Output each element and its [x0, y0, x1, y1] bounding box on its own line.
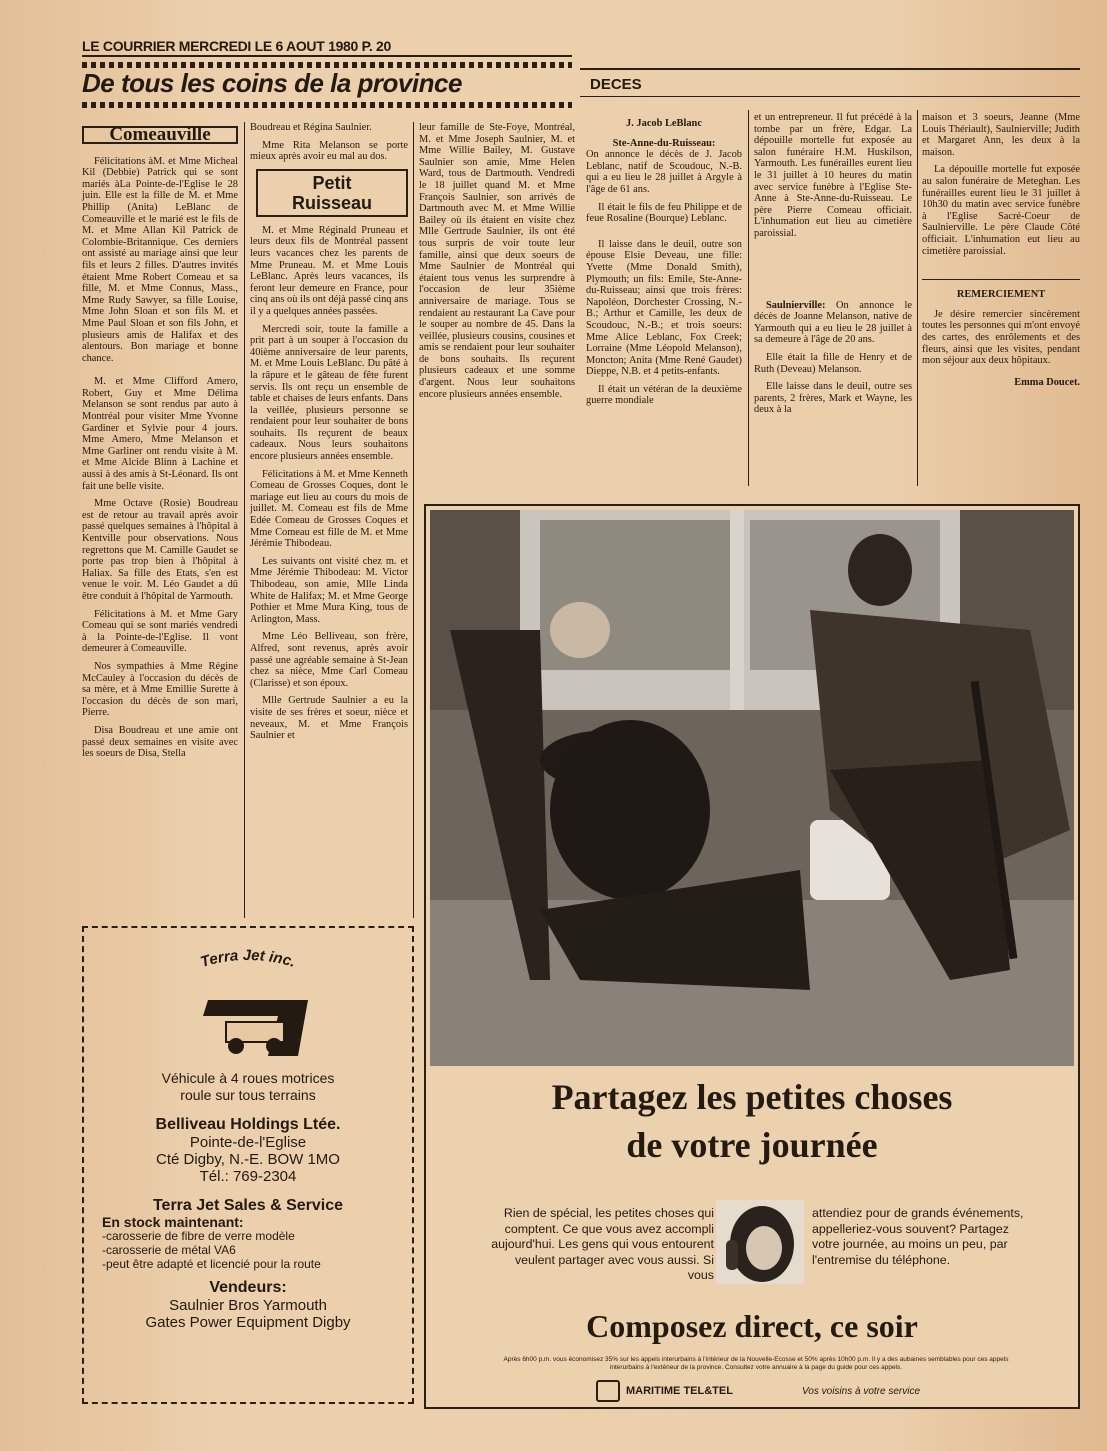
- section-title: De tous les coins de la province: [82, 68, 462, 98]
- remerciement-heading: REMERCIEMENT: [956, 289, 1046, 301]
- maritime-tel-logo: [596, 1380, 733, 1402]
- petit-ruisseau-paragraph: Mercredi soir, toute la famille a prit part à un souper à l'occasion du 40ième anniversaire de leur parents, M. et Mme Louis LeBlanc. Du pâté à la râpure et le gâteau de fête furent servis. Ils ont reçu un ensemble de table et chaises de leurs enfants. Dans la veillée, plusieurs personne se rendaient pour leur souhaiter de bons souhaits. Ils reçurent de beaux cadeaux. Nous leurs souhaitons encore plusieurs années ensemble.: [250, 323, 408, 463]
- terra-stock-item: -carosserie de fibre de verre modèle: [102, 1229, 295, 1243]
- obituary-paragraph: On annonce le décès de J. Jacob Leblanc, natif de Scoudouc, N.-B. qui a eu lieu le 28 juillet à Argyle à l'âge de 61 ans.: [586, 149, 742, 195]
- comeauville-heading: Comeauville: [82, 126, 238, 144]
- col2-paragraph: Boudreau et Régina Saulnier.: [250, 122, 372, 133]
- comeauville-paragraph: Nos sympathies à Mme Régine McCauley à l'occasion du décès de sa mère, et à Mme Emillie Surette à l'occasion du décès de son mari, Pierre.: [82, 660, 238, 719]
- obituary-paragraph: On annonce le décès de Joanne Melanson, native de Yarmouth qui a eu lieu le 28 juillet à sa demeure à l'âge de 20 ans.: [754, 299, 912, 346]
- maritime-tel-logo-text: MARITIME TEL&TEL: [626, 1385, 733, 1397]
- column-comeauville: [82, 126, 238, 760]
- comeauville-paragraph: Disa Boudreau et une amie ont passé deux semaines en visite avec les soeurs de Disa, Stella: [82, 724, 238, 760]
- terra-company: Belliveau Holdings Ltée.: [155, 1116, 341, 1133]
- ad-fine-print: Après 6h00 p.m. vous économisez 35% sur les appels interurbains à l'intérieur de la Nouvelle-Ecosse et 50% après 10h00 p.m. Il y a des aubaines semblables pour ces appels interurbains à l'extérieur de la province. Consultez votre annuaire à la page du guide pour ces appels.: [503, 1356, 1009, 1371]
- obituary-place: Saulnierville:: [766, 299, 826, 311]
- petit-ruisseau-paragraph: Félicitations à M. et Mme Kenneth Comeau de Grosses Coques, dont le mariage eut lieu au cours du mois de juillet. M. Comeau est fils de Mme Edée Comeau de Grosses Coques et Mme Comeau est fille de M. et Mme Jérémie Thibodeau.: [250, 468, 408, 550]
- obituary-paragraph: Il était le fils de feu Philippe et de feue Rosaline (Bourque) Leblanc.: [586, 201, 742, 225]
- terra-tagline: roule sur tous terrains: [180, 1087, 316, 1103]
- terra-dealers-heading: Vendeurs:: [209, 1279, 287, 1296]
- obituary-leblanc: [586, 118, 742, 407]
- terra-tagline: Véhicule à 4 roues motrices: [161, 1070, 335, 1086]
- petit-ruisseau-paragraph: Les suivants ont visité chez m. et Mme Jérémie Thibodeau: M. Victor Thibodeau, son amie, Mlle Linda White de Halifax; M. et Mme George Pothier et Mme Mura King, tous de Arlington, Mass.: [250, 555, 408, 625]
- obituary-paragraph: Il laisse dans le deuil, outre son épouse Elsie Deveau, une fille: Yvette (Mme Donald Smith), Plymouth; un fils: Emile, Ste-Anne-du-Ruisseau; ainsi que trois frères: Napoléon, Dorchester Crossing, N.-B.; Arthur et Camille, les deux de Scoudouc, N.-B.; et trois soeurs: Mme Alice Leblanc, Fox Creek; Lorraine (Mme Léopold Melanson), Moncton; Anita (Mme René Gaudet) Dieppe, N.B. et 4 petits-enfants.: [586, 238, 742, 378]
- obituary-paragraph: Il était un vétéran de la deuxième guerre mondiale: [586, 383, 742, 407]
- obituary-paragraph: Elle laisse dans le deuil, outre ses parents, 2 frères, Mark et Wayne, les deux à la: [754, 381, 912, 416]
- deces-rule-bottom: [580, 96, 1080, 97]
- ad-photo-scene: [430, 510, 1074, 1066]
- petit-ruisseau-paragraph: M. et Mme Réginald Pruneau et leurs deux fils de Montréal passent leurs vacances chez les parents de Mme Pruneau. M. et Mme Louis LeBlanc. Après leurs vacances, ils feront leur demeure en France, pour cinq ans où ils ont déjà passé cinq ans il y a quelques années passées.: [250, 224, 408, 317]
- running-head: LE COURRIER MERCREDI LE 6 AOUT 1980 P. 20: [82, 38, 392, 54]
- ad-headline: Partagez les petites choses: [551, 1077, 953, 1117]
- ad-call-to-action: Composez direct, ce soir: [586, 1308, 918, 1344]
- maritime-tel-ad: [424, 504, 1080, 1409]
- terra-dealer: Saulnier Bros Yarmouth: [169, 1297, 327, 1314]
- comeauville-paragraph: Félicitations à M. et Mme Gary Comeau qui se sont mariés vendredi à la Pointe-de-l'Eglise. Il vont demeurer à Comeauville.: [82, 608, 238, 655]
- terra-phone: Tél.: 769-2304: [199, 1168, 297, 1185]
- comeauville-paragraph: Félicitations àM. et Mme Micheal Kil (Debbie) Patrick qui se sont mariés àLa Pointe-de-l'Eglise le 28 juin. Elle est la fille de M. et Mme Phillip (Anita) LeBlanc de Comeauville et le marié est le fils de M. et Mme Allan Kil Patrick de Colombie-Britannique. Ces derniers ont assisté au mariage ainsi que leur fils et leurs 2 filles. D'autres invités étaient Mme Robert Comeau et sa fille, M. et Mme Connus, Mass., Mme Rudy Sawyer, sa fille Louise, Mme John Sloan et son fils M. et Mme Paul Sloan et son fils John, et plusieurs amis de Halifax et des alentours. Bon mariage et bonne chance.: [82, 155, 238, 364]
- comeauville-paragraph: M. et Mme Clifford Amero, Robert, Guy et Mme Délima Melanson se sont rendus par auto à Montréal pour visiter Mme Yvonne Gardiner et Sylvie pour 4 jours. Mme Amero, Mme Melanson et Mme Garliner ont rendu visite à M. et Mme Alcide Blinn à Lachine et aussi à des amis à St-Léonard. Ils ont fait une belle visite.: [82, 376, 238, 492]
- col6-paragraph: maison et 3 soeurs, Jeanne (Mme Louis Thériault), Saulnierville; Judith et Margaret Ann, les deux à la maison.: [922, 112, 1080, 158]
- petit-ruisseau-heading: [256, 169, 408, 217]
- terra-jet-logo-graphic: [98, 938, 398, 1064]
- petit-ruisseau-heading-line: Petit: [312, 172, 352, 193]
- col5-paragraph: et un entrepreneur. Il fut précédé à la tombe par un frère, Edgar. La dépouille mortelle fut exposée au salon funéraire H.M. Huskilson, Yarmouth. Les funérailles eurent lieu le 31 juillet à 10 heures du matin avec service funèbre à l'Eglise Ste-Anne à Ste-Anne-du-Ruisseau. Le père Pierre Comeau officiait. L'inhumation eut lieu au cimetière paroissial.: [754, 112, 912, 239]
- petit-ruisseau-paragraph: Mme Léo Belliveau, son frère, Alfred, sont revenus, après avoir passé une agréable semaine à St-Jean chez sa nièce, Mme Carl Comeau (Clarisse) et son époux.: [250, 631, 408, 689]
- col6-paragraph: La dépouille mortelle fut exposée au salon funéraire de Meteghan. Les funérailles eurent lieu le 31 juillet à 10h30 du matin avec service funèbre à l'Eglise Sacré-Coeur de Saulnierville. Le père Claude Côté officiait. L'inhumation eut lieu au cimetière paroissial.: [922, 164, 1080, 257]
- remerciement-block: [922, 279, 1080, 388]
- svg-text:Terra Jet inc.: [198, 947, 297, 971]
- petit-ruisseau-paragraph: Mlle Gertrude Saulnier a eu la visite de ses frères et soeur, nièce et neveaux, M. et Mme François Saulnier et: [250, 695, 408, 742]
- ad-slogan: Vos voisins à votre service: [802, 1386, 921, 1397]
- terra-address: Cté Digby, N.-E. BOW 1MO: [156, 1151, 340, 1168]
- column-petit-ruisseau: [250, 122, 408, 742]
- col2-paragraph: Mme Rita Melanson se porte mieux après avoir eu mal au dos.: [250, 139, 408, 163]
- deces-rule-top: [580, 68, 1080, 70]
- obituary-name: J. Jacob LeBlanc: [626, 118, 702, 129]
- terra-stock-item: -peut être adapté et licencié pour la route: [102, 1257, 321, 1271]
- petit-ruisseau-heading-line: Ruisseau: [291, 192, 373, 213]
- ad-headline: de votre journée: [626, 1125, 878, 1165]
- deces-title: DECES: [590, 76, 642, 93]
- column-6: [922, 112, 1080, 388]
- terra-jet-logo-arc: Terra Jet inc.: [198, 946, 298, 971]
- comeauville-paragraph: Mme Octave (Rosie) Boudreau est de retour au travail après avoir passé quelques semaines à l'hôpital à Kentville pour observations. Nous regrettons que M. Camille Gaudet se porte pas trop bien à l'hôpital à Haliax. Sa fille des Etats, s'en est venue le voir. M. Léo Gaudet a dû être conduit à l'hôpital de Yarmouth.: [82, 498, 238, 602]
- maritime-tel-logo-icon: [596, 1380, 620, 1402]
- ad-body-right: attendiez pour de grands événements, appelleriez-vous souvent? Partagez votre journée, au moins un peu, par l'entremise du téléphone.: [812, 1206, 1024, 1267]
- obituary-place: Ste-Anne-du-Ruisseau:: [612, 137, 716, 149]
- terra-stock-heading: En stock maintenant:: [102, 1214, 244, 1230]
- terra-dealer: Gates Power Equipment Digby: [145, 1314, 351, 1331]
- column-rule: [413, 122, 414, 918]
- obituary-paragraph: Elle était la fille de Henry et de Ruth (Deveau) Melanson.: [754, 351, 912, 375]
- ad-body-left: Rien de spécial, les petites choses qui comptent. Ce que vous avez accompli aujourd'hui. Les gens qui vous entourent veulent partager avec vous aussi. Si vous: [491, 1206, 714, 1282]
- terra-service: Terra Jet Sales & Service: [152, 1197, 344, 1214]
- ad-photo: [430, 510, 1074, 1066]
- column-rule: [244, 122, 245, 918]
- terra-address: Pointe-de-l'Eglise: [189, 1134, 307, 1151]
- phone-woman-photo: [716, 1200, 804, 1284]
- column-3: [419, 122, 575, 400]
- terra-jet-ad: [82, 926, 414, 1404]
- header-rule: [82, 55, 572, 57]
- column-rule: [917, 110, 918, 486]
- remerciement-text: Je désire remercier sincèrement toutes les personnes qui m'ont envoyé des cartes, des enrôlements et des fleurs, ainsi que les visites, pendant mon séjour aux deux hôpitaux.: [922, 308, 1080, 367]
- terra-jet-logo: [98, 938, 398, 1064]
- remerciement-signature: Emma Doucet.: [1014, 376, 1080, 388]
- column-rule: [748, 110, 749, 486]
- column-5: [754, 112, 912, 416]
- title-wave-bottom: [82, 102, 572, 108]
- phone-woman-graphic: [716, 1200, 804, 1284]
- col3-paragraph: leur famille de Ste-Foye, Montréal, M. et Mme Joseph Saulnier, M. et Mme Willie Bailey, M. Gustave Saulnier son amie, Mme Helen Ward, tous de Dartmouth. Vendredi le 18 juillet quand M. et Mme François Saulnier, son arrivés de Dartmouth avec M. et Mme Willie Bailey où ils étaient en visite chez Mlle Gertrude Saulnier, ils ont été tous surpris de voir toute leur famille, ainsi que deux soeurs de Mme Saulnier de Montréal qui étaient tous venus les surprendre à l'occasion de leur 35ième anniversaire de mariage. Tous se rendaient au restaurant La Cave pour le souper au nombre de 45. Dans la veillée, plusieurs cousins, cousines et amis se rendaient pour leur souhaiter de bons souhaits. Ils reçurent plusieurs cadeaux et une somme d'argent. Nous leur souhaitons encore plusieurs années ensemble.: [419, 122, 575, 400]
- terra-stock-item: -carosserie de métal VA6: [102, 1243, 236, 1257]
- obituary-melanson: [754, 300, 912, 416]
